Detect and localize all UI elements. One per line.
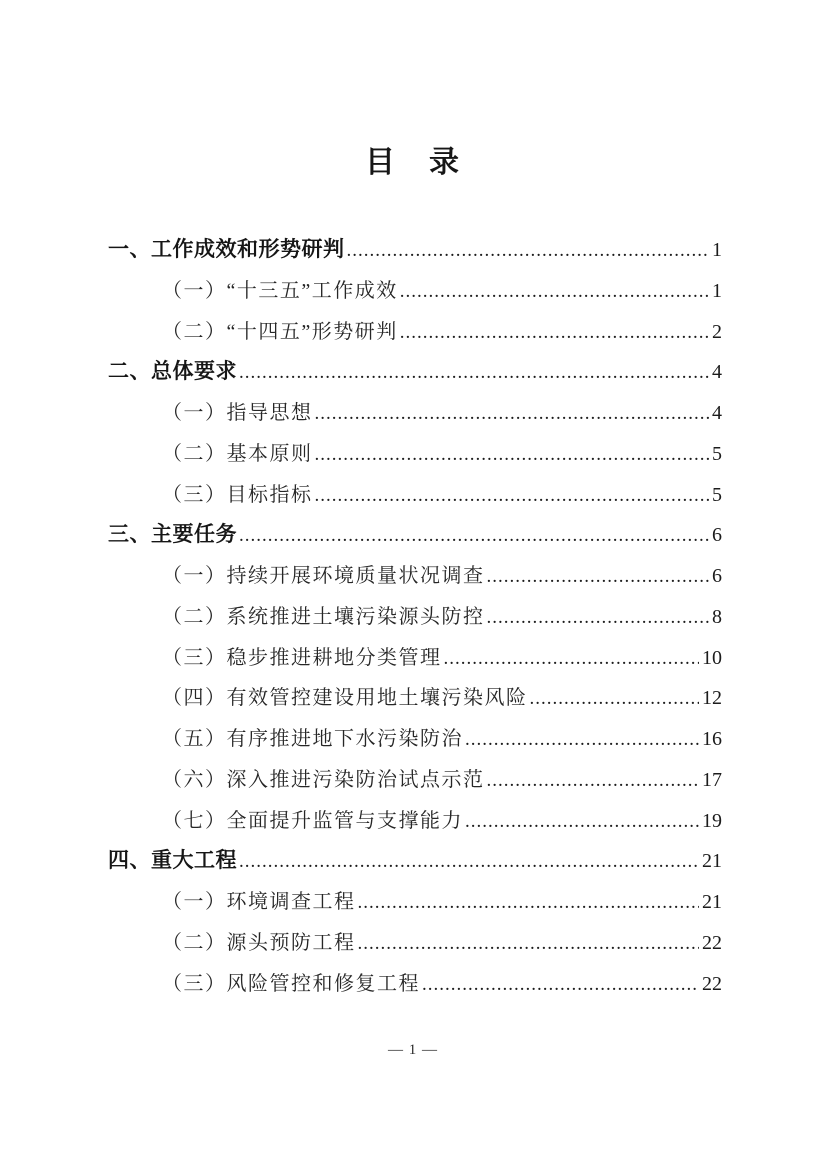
toc-entry[interactable] bbox=[108, 271, 722, 312]
toc-leader-dots bbox=[487, 598, 710, 640]
toc-entry-label: 一、工作成效和形势研判 bbox=[108, 238, 345, 261]
toc-leader-dots bbox=[315, 394, 710, 436]
toc-entry[interactable] bbox=[108, 556, 722, 597]
toc-entry-page-number: 12 bbox=[702, 687, 722, 710]
toc-entry-label: （二）源头预防工程 bbox=[162, 931, 356, 954]
toc-entry[interactable] bbox=[108, 393, 722, 434]
toc-entry[interactable] bbox=[108, 638, 722, 679]
toc bbox=[0, 230, 826, 1004]
toc-entry[interactable] bbox=[108, 760, 722, 801]
toc-entry-label: （一）“十三五”工作成效 bbox=[162, 279, 398, 302]
toc-entry[interactable] bbox=[108, 597, 722, 638]
toc-entry-label: （一）持续开展环境质量状况调查 bbox=[162, 565, 485, 587]
toc-entry[interactable] bbox=[108, 964, 722, 1005]
toc-entry[interactable] bbox=[108, 923, 722, 964]
toc-entry[interactable] bbox=[108, 678, 722, 719]
toc-entry[interactable] bbox=[108, 801, 722, 842]
toc-leader-dots bbox=[465, 802, 699, 844]
toc-entry-page-number: 22 bbox=[702, 972, 722, 995]
toc-leader-dots bbox=[347, 231, 710, 273]
toc-entry-label: （二）系统推进土壤污染源头防控 bbox=[162, 605, 485, 628]
toc-entry-page-number: 1 bbox=[712, 239, 722, 261]
toc-entry-label: （五）有序推进地下水污染防治 bbox=[162, 728, 463, 750]
toc-entry[interactable] bbox=[108, 230, 722, 271]
toc-entry-label: 二、总体要求 bbox=[108, 360, 237, 384]
toc-entry[interactable] bbox=[108, 719, 722, 760]
toc-leader-dots bbox=[465, 720, 699, 762]
toc-leader-dots bbox=[358, 883, 700, 925]
toc-leader-dots bbox=[239, 516, 709, 558]
toc-entry-label: （三）稳步推进耕地分类管理 bbox=[162, 646, 442, 669]
toc-entry-label: （二）“十四五”形势研判 bbox=[162, 320, 398, 343]
toc-entry-page-number: 10 bbox=[702, 646, 722, 669]
toc-entry-page-number: 8 bbox=[712, 605, 722, 628]
toc-entry-page-number: 2 bbox=[712, 320, 722, 343]
toc-entry-label: （一）指导思想 bbox=[162, 402, 313, 424]
toc-entry-page-number: 22 bbox=[702, 931, 722, 954]
toc-leader-dots bbox=[422, 965, 699, 1007]
toc-entry-label: （一）环境调查工程 bbox=[162, 891, 356, 913]
toc-leader-dots bbox=[530, 679, 700, 721]
toc-entry-label: （三）风险管控和修复工程 bbox=[162, 972, 420, 995]
toc-entry-label: （七）全面提升监管与支撑能力 bbox=[162, 809, 463, 832]
toc-entry-page-number: 4 bbox=[712, 361, 722, 384]
toc-entry[interactable] bbox=[108, 841, 722, 882]
toc-leader-dots bbox=[487, 557, 710, 599]
toc-entry-label: 三、主要任务 bbox=[108, 523, 237, 547]
toc-entry-page-number: 5 bbox=[712, 442, 722, 465]
toc-entry-page-number: 6 bbox=[712, 524, 722, 547]
toc-entry-page-number: 1 bbox=[712, 279, 722, 302]
toc-leader-dots bbox=[487, 761, 700, 803]
toc-entry-page-number: 6 bbox=[712, 565, 722, 587]
toc-entry-page-number: 21 bbox=[702, 850, 722, 873]
page-footer: — 1 — bbox=[388, 1042, 438, 1058]
toc-entry-page-number: 19 bbox=[702, 809, 722, 832]
toc-entry[interactable] bbox=[108, 434, 722, 475]
toc-entry[interactable] bbox=[108, 882, 722, 923]
toc-entry-label: （二）基本原则 bbox=[162, 442, 313, 465]
toc-entry-page-number: 17 bbox=[702, 768, 722, 791]
toc-entry-label: 四、重大工程 bbox=[108, 849, 237, 873]
toc-leader-dots bbox=[444, 639, 700, 681]
page-title: 目 录 bbox=[365, 146, 461, 179]
toc-entry-page-number: 5 bbox=[712, 483, 722, 506]
toc-leader-dots bbox=[358, 924, 700, 966]
toc-entry-page-number: 16 bbox=[702, 728, 722, 750]
toc-leader-dots bbox=[315, 476, 710, 518]
toc-entry-label: （三）目标指标 bbox=[162, 483, 313, 506]
toc-leader-dots bbox=[400, 313, 709, 355]
toc-entry-page-number: 21 bbox=[702, 891, 722, 913]
toc-entry[interactable] bbox=[108, 475, 722, 516]
toc-entry[interactable] bbox=[108, 312, 722, 353]
toc-leader-dots bbox=[239, 842, 699, 884]
toc-entry[interactable] bbox=[108, 515, 722, 556]
toc-entry-label: （四）有效管控建设用地土壤污染风险 bbox=[162, 687, 528, 710]
toc-leader-dots bbox=[239, 353, 709, 395]
toc-leader-dots bbox=[315, 435, 710, 477]
toc-leader-dots bbox=[400, 272, 709, 314]
toc-entry[interactable] bbox=[108, 352, 722, 393]
toc-entry-label: （六）深入推进污染防治试点示范 bbox=[162, 768, 485, 791]
toc-entry-page-number: 4 bbox=[712, 402, 722, 424]
